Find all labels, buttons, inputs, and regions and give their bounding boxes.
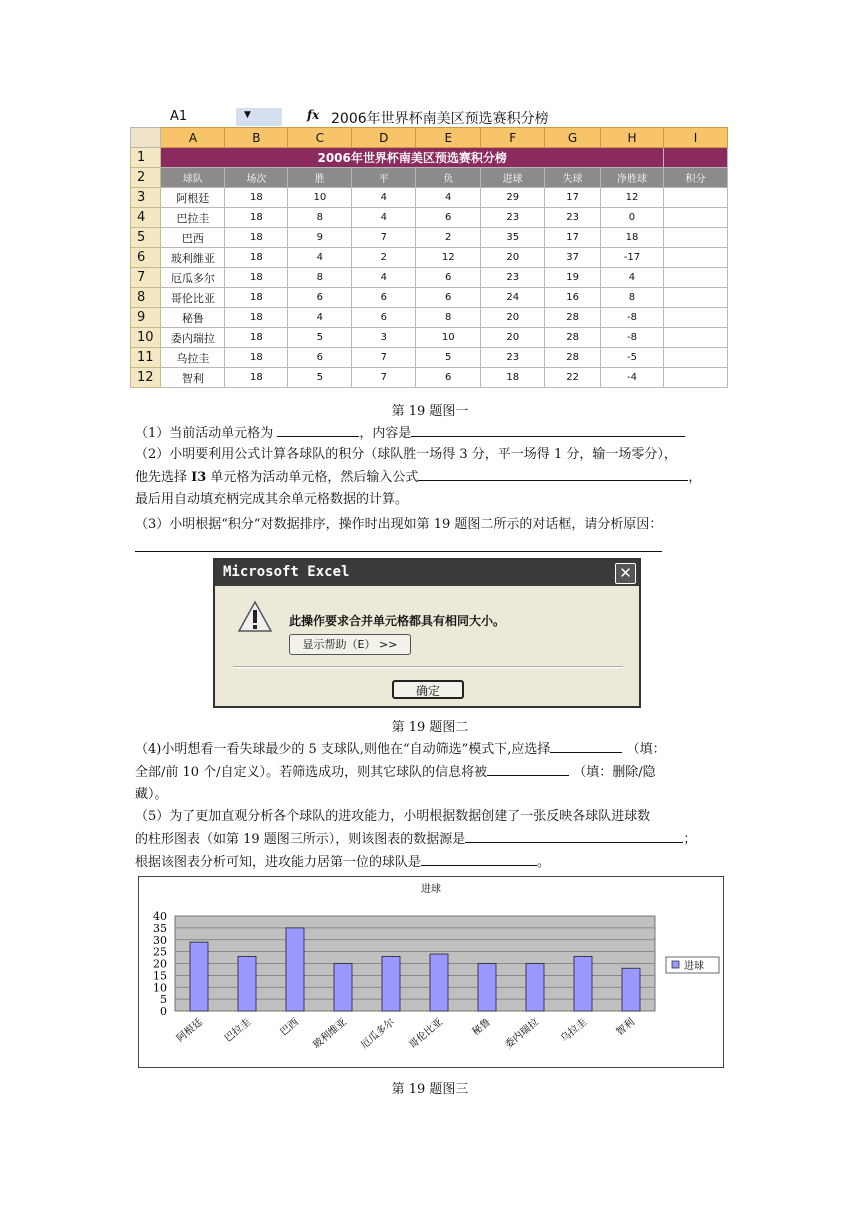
sheet-row — [131, 168, 728, 188]
y-tick-label: 10 — [153, 981, 167, 995]
data-cell[interactable]: 7 — [352, 368, 416, 388]
name-box-dropdown[interactable] — [236, 108, 282, 126]
close-icon[interactable]: ✕ — [615, 563, 636, 584]
dialog-message: 此操作要求合并单元格都具有相同大小。 — [289, 614, 506, 628]
x-tick-label: 哥伦比亚 — [407, 1016, 445, 1052]
q2-line-3: 最后用自动填充柄完成其余单元格数据的计算。 — [135, 492, 409, 507]
data-cell[interactable]: 5 — [416, 348, 481, 368]
header-cell[interactable]: 球队 — [161, 168, 225, 188]
select-all-corner[interactable] — [131, 128, 161, 148]
bar — [286, 928, 304, 1011]
x-tick-label: 委内瑞拉 — [503, 1016, 541, 1052]
team-cell[interactable]: 哥伦比亚 — [161, 288, 225, 308]
data-cell[interactable]: 5 — [288, 328, 352, 348]
formula-bar — [130, 108, 728, 127]
question-4 — [135, 738, 730, 806]
question-2 — [135, 444, 730, 511]
header-cell[interactable]: 场次 — [225, 168, 288, 188]
column-header[interactable]: D — [352, 128, 416, 148]
column-header[interactable]: B — [225, 128, 288, 148]
x-tick-label: 厄瓜多尔 — [359, 1016, 397, 1052]
bar — [334, 964, 352, 1012]
bar — [430, 954, 448, 1011]
question-3: （3）小明根据“积分”对数据排序，操作时出现如第 19 题图二所示的对话框，请分析原因： — [135, 517, 663, 532]
q2-line-2c: 单元格为活动单元格，然后输入公式 — [206, 470, 419, 485]
data-cell[interactable] — [663, 188, 727, 208]
data-cell[interactable]: 18 — [225, 228, 288, 248]
name-box[interactable]: A1 — [170, 109, 188, 124]
data-cell[interactable]: 16 — [545, 288, 601, 308]
table-row — [131, 268, 728, 288]
data-cell[interactable]: -8 — [601, 308, 664, 328]
y-tick-label: 40 — [153, 910, 167, 923]
question-1 — [135, 422, 730, 445]
warning-icon — [237, 600, 273, 634]
table-row — [131, 348, 728, 368]
column-header[interactable]: H — [601, 128, 664, 148]
data-cell[interactable]: 18 — [225, 208, 288, 228]
q5-line-2b: ； — [683, 832, 697, 847]
data-cell[interactable]: 4 — [288, 308, 352, 328]
data-cell[interactable]: 10 — [416, 328, 481, 348]
data-cell[interactable]: 6 — [416, 208, 481, 228]
x-tick-label: 巴西 — [278, 1016, 301, 1039]
q1-text-a: （1）当前活动单元格为 — [135, 426, 274, 441]
data-cell[interactable]: 4 — [416, 188, 481, 208]
data-cell[interactable]: 6 — [416, 288, 481, 308]
x-tick-label: 阿根廷 — [174, 1016, 205, 1045]
q4-line-2 — [135, 761, 730, 784]
data-cell[interactable]: 19 — [545, 268, 601, 288]
y-tick-label: 5 — [160, 993, 167, 1007]
figure-caption-1: 第 19 题图一 — [391, 404, 469, 419]
data-cell[interactable]: 28 — [545, 328, 601, 348]
column-header[interactable]: C — [288, 128, 352, 148]
column-header[interactable]: E — [416, 128, 481, 148]
bar — [190, 942, 208, 1011]
q4-blank-filter — [550, 738, 622, 753]
data-cell[interactable]: 6 — [416, 268, 481, 288]
data-cell[interactable]: 18 — [225, 248, 288, 268]
data-cell[interactable] — [663, 348, 727, 368]
q3-answer-line — [135, 551, 662, 552]
data-cell[interactable]: 20 — [481, 248, 545, 268]
q4-line-2a: 全部/前 10 个/自定义）。若筛选成功，则其它球队的信息将被 — [135, 765, 488, 780]
data-cell[interactable]: 12 — [416, 248, 481, 268]
data-cell[interactable]: 35 — [481, 228, 545, 248]
data-cell[interactable]: 7 — [352, 348, 416, 368]
bar — [574, 956, 592, 1011]
data-cell[interactable]: 23 — [481, 348, 545, 368]
x-tick-label: 乌拉圭 — [558, 1016, 589, 1045]
q2-cell-ref: I3 — [191, 470, 207, 485]
dropdown-arrow-icon: ▼ — [244, 110, 251, 120]
header-cell[interactable]: 平 — [352, 168, 416, 188]
data-cell[interactable]: 8 — [416, 308, 481, 328]
row-header[interactable]: 7 — [131, 268, 161, 288]
q5-blank-team — [421, 851, 537, 866]
data-cell[interactable]: 2 — [352, 248, 416, 268]
column-header[interactable]: F — [481, 128, 545, 148]
data-cell[interactable]: 18 — [225, 348, 288, 368]
data-cell[interactable]: -5 — [601, 348, 664, 368]
q2-line-2d: ， — [688, 470, 702, 485]
data-cell[interactable]: 17 — [545, 228, 601, 248]
bar — [382, 956, 400, 1011]
data-cell[interactable]: 3 — [352, 328, 416, 348]
q2-line-2a: 他先选择 — [135, 470, 192, 485]
dialog-title: Microsoft Excel — [223, 564, 350, 580]
data-cell[interactable]: 24 — [481, 288, 545, 308]
data-cell[interactable]: 20 — [481, 308, 545, 328]
q5-blank-source — [465, 828, 683, 843]
column-header[interactable]: G — [545, 128, 601, 148]
data-cell[interactable]: 8 — [601, 288, 664, 308]
data-cell[interactable]: 4 — [352, 268, 416, 288]
data-cell[interactable]: -4 — [601, 368, 664, 388]
data-cell[interactable]: 7 — [352, 228, 416, 248]
data-cell[interactable]: 28 — [545, 308, 601, 328]
y-tick-label: 25 — [153, 945, 167, 959]
table-row — [131, 248, 728, 268]
formula-content[interactable]: 2006年世界杯南美区预选赛积分榜 — [331, 111, 549, 127]
data-cell[interactable]: 18 — [601, 228, 664, 248]
question-5 — [135, 806, 730, 874]
team-cell[interactable]: 巴西 — [161, 228, 225, 248]
q4-line-1a: （4)小明想看一看失球最少的 5 支球队,则他在“自动筛选”模式下,应选择 — [135, 742, 551, 757]
q4-line-1b: （填： — [626, 742, 666, 757]
q2-blank-formula — [418, 466, 688, 481]
excel-dialog — [213, 558, 641, 708]
table-row — [131, 288, 728, 308]
q5-line-1: （5）为了更加直观分析各个球队的进攻能力，小明根据数据创建了一张反映各球队进球数 — [135, 809, 651, 824]
data-cell[interactable]: 6 — [352, 308, 416, 328]
figure-caption-3: 第 19 题图三 — [391, 1082, 469, 1097]
data-cell[interactable]: 12 — [601, 188, 664, 208]
y-tick-label: 0 — [160, 1005, 167, 1018]
data-cell[interactable] — [663, 228, 727, 248]
data-cell[interactable]: 8 — [288, 268, 352, 288]
header-cell[interactable]: 负 — [416, 168, 481, 188]
data-cell[interactable]: 23 — [545, 208, 601, 228]
data-cell[interactable]: 23 — [481, 268, 545, 288]
data-cell[interactable]: 4 — [352, 188, 416, 208]
q5-line-2a: 的柱形图表（如第 19 题图三所示），则该图表的数据源是 — [135, 832, 466, 847]
data-cell[interactable] — [663, 368, 727, 388]
row-header[interactable]: 12 — [131, 368, 161, 388]
data-cell[interactable]: 4 — [288, 248, 352, 268]
data-cell[interactable]: 18 — [225, 188, 288, 208]
table-row — [131, 188, 728, 208]
header-cell[interactable]: 进球 — [481, 168, 545, 188]
data-cell[interactable]: -8 — [601, 328, 664, 348]
team-cell[interactable]: 阿根廷 — [161, 188, 225, 208]
column-header[interactable]: I — [663, 128, 727, 148]
team-cell[interactable]: 厄瓜多尔 — [161, 268, 225, 288]
q4-blank-action — [487, 761, 569, 776]
q5-line-3 — [135, 851, 730, 874]
data-cell[interactable]: 18 — [225, 308, 288, 328]
y-tick-label: 35 — [153, 921, 167, 935]
data-cell[interactable]: 37 — [545, 248, 601, 268]
team-cell[interactable]: 乌拉圭 — [161, 348, 225, 368]
data-cell[interactable]: 18 — [225, 288, 288, 308]
dialog-separator — [233, 666, 623, 668]
data-cell[interactable] — [663, 268, 727, 288]
data-cell[interactable]: 23 — [481, 208, 545, 228]
row-header[interactable]: 1 — [131, 148, 161, 168]
q1-blank-content — [411, 422, 685, 437]
row-header[interactable]: 4 — [131, 208, 161, 228]
x-tick-label: 智利 — [614, 1016, 637, 1039]
team-cell[interactable]: 委内瑞拉 — [161, 328, 225, 348]
y-tick-label: 30 — [153, 933, 167, 947]
data-cell[interactable]: 28 — [545, 348, 601, 368]
table-row — [131, 308, 728, 328]
q1-text-b: ，内容是 — [359, 426, 412, 441]
row-header[interactable]: 2 — [131, 168, 161, 188]
data-cell[interactable]: 20 — [481, 328, 545, 348]
data-cell[interactable]: 9 — [288, 228, 352, 248]
data-cell[interactable]: 18 — [225, 328, 288, 348]
data-cell[interactable] — [663, 308, 727, 328]
x-tick-label: 玻利维亚 — [311, 1016, 349, 1052]
y-tick-label: 15 — [153, 969, 167, 983]
q4-line-3: 藏）。 — [135, 787, 168, 802]
bar — [238, 956, 256, 1011]
sheet-row — [131, 148, 728, 168]
row-header[interactable]: 11 — [131, 348, 161, 368]
data-cell[interactable] — [663, 328, 727, 348]
table-row — [131, 328, 728, 348]
legend-swatch — [672, 961, 679, 968]
q4-line-1 — [135, 738, 730, 761]
header-cell[interactable]: 净胜球 — [601, 168, 664, 188]
legend-label: 进球 — [684, 961, 704, 972]
data-cell[interactable]: 0 — [601, 208, 664, 228]
data-cell[interactable] — [663, 248, 727, 268]
row-header[interactable]: 8 — [131, 288, 161, 308]
show-help-button[interactable]: 显示帮助（E） >> — [289, 634, 411, 655]
chart-title: 进球 — [421, 884, 441, 895]
data-cell[interactable]: 22 — [545, 368, 601, 388]
header-cell[interactable]: 胜 — [288, 168, 352, 188]
spreadsheet — [130, 127, 728, 388]
data-cell[interactable]: 4 — [601, 268, 664, 288]
bar — [622, 968, 640, 1011]
header-cell[interactable]: 失球 — [545, 168, 601, 188]
goals-bar-chart — [138, 876, 724, 1068]
bar — [526, 964, 544, 1012]
row-header[interactable]: 10 — [131, 328, 161, 348]
bar — [478, 964, 496, 1012]
fx-icon[interactable]: fx — [307, 108, 320, 122]
row-header[interactable]: 9 — [131, 308, 161, 328]
data-cell[interactable]: 5 — [288, 368, 352, 388]
q2-line-1: （2）小明要利用公式计算各球队的积分（球队胜一场得 3 分，平一场得 1 分，输一场零分）， — [135, 447, 677, 462]
y-tick-label: 20 — [153, 957, 167, 971]
q1-blank-cell — [277, 422, 359, 437]
row-header[interactable]: 5 — [131, 228, 161, 248]
data-cell[interactable]: 6 — [288, 288, 352, 308]
q5-line-2 — [135, 828, 730, 851]
data-cell[interactable]: 8 — [288, 208, 352, 228]
ok-button[interactable]: 确定 — [392, 680, 464, 699]
column-header[interactable]: A — [161, 128, 225, 148]
data-cell[interactable]: 2 — [416, 228, 481, 248]
x-tick-label: 巴拉圭 — [222, 1016, 253, 1045]
data-cell[interactable]: 4 — [352, 208, 416, 228]
data-cell[interactable]: -17 — [601, 248, 664, 268]
dialog-titlebar — [215, 560, 639, 586]
figure-caption-2: 第 19 题图二 — [391, 720, 469, 735]
team-cell[interactable]: 巴拉圭 — [161, 208, 225, 228]
table-row — [131, 368, 728, 388]
sheet-cell[interactable] — [663, 148, 727, 168]
chart-svg — [139, 877, 723, 1067]
data-cell[interactable]: 17 — [545, 188, 601, 208]
row-header[interactable]: 6 — [131, 248, 161, 268]
data-cell[interactable]: 18 — [225, 268, 288, 288]
sheet-title-cell[interactable]: 2006年世界杯南美区预选赛积分榜 — [161, 148, 663, 168]
row-header[interactable]: 3 — [131, 188, 161, 208]
q5-line-3b: 。 — [537, 855, 551, 870]
data-cell[interactable]: 6 — [288, 348, 352, 368]
data-cell[interactable]: 29 — [481, 188, 545, 208]
team-cell[interactable]: 智利 — [161, 368, 225, 388]
data-cell[interactable]: 6 — [416, 368, 481, 388]
data-cell[interactable]: 6 — [352, 288, 416, 308]
q4-line-2b: （填：删除/隐 — [573, 765, 656, 780]
data-cell[interactable]: 18 — [481, 368, 545, 388]
data-cell[interactable] — [663, 288, 727, 308]
table-row — [131, 208, 728, 228]
header-cell[interactable]: 积分 — [663, 168, 727, 188]
team-cell[interactable]: 秘鲁 — [161, 308, 225, 328]
q5-line-3a: 根据该图表分析可知，进攻能力居第一位的球队是 — [135, 855, 422, 870]
q2-line-2 — [135, 466, 730, 489]
data-cell[interactable]: 10 — [288, 188, 352, 208]
team-cell[interactable]: 玻利維亚 — [161, 248, 225, 268]
data-cell[interactable]: 18 — [225, 368, 288, 388]
table-row — [131, 228, 728, 248]
x-tick-label: 秘鲁 — [470, 1016, 493, 1039]
data-cell[interactable] — [663, 208, 727, 228]
